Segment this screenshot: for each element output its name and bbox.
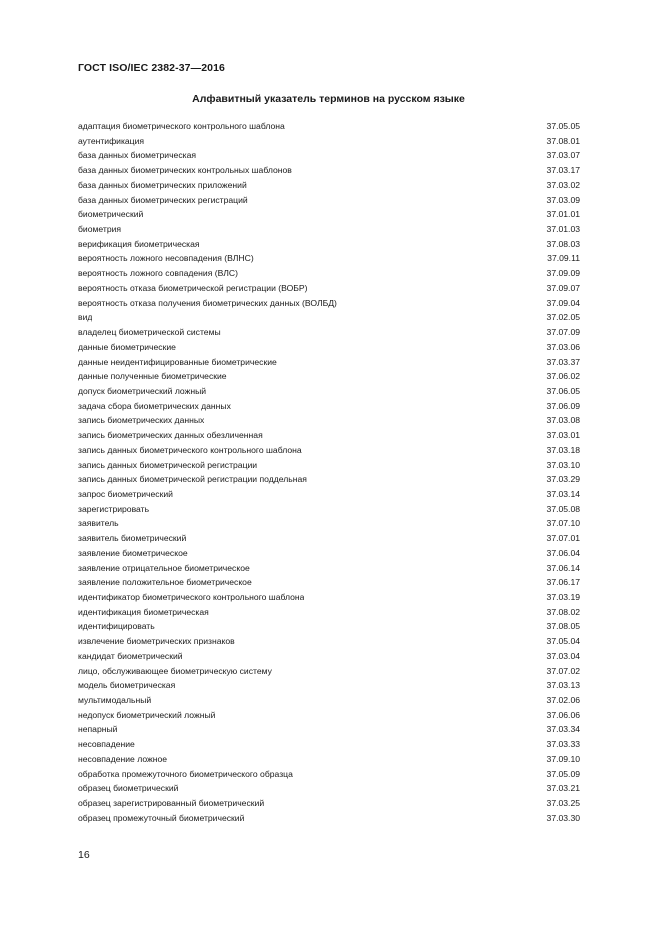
index-entry: [78, 148, 580, 163]
index-entry-reference: 37.03.18: [546, 444, 580, 455]
index-entry-reference: 37.01.03: [546, 224, 580, 235]
index-entry: [78, 811, 580, 826]
index-entry: [78, 458, 580, 473]
index-entry-term: идентифицировать: [78, 621, 155, 632]
index-entry-reference: 37.01.01: [546, 209, 580, 220]
index-entry-term: заявление отрицательное биометрическое: [78, 562, 250, 573]
page-number: 16: [78, 849, 90, 861]
index-entry-reference: 37.09.07: [546, 282, 580, 293]
index-entry-term: заявление положительное биометрическое: [78, 577, 252, 588]
index-entry-reference: 37.06.17: [546, 577, 580, 588]
index-entry-reference: 37.09.09: [546, 268, 580, 279]
index-entry: [78, 281, 580, 296]
index-entry-reference: 37.06.06: [546, 709, 580, 720]
index-entry-reference: 37.03.19: [546, 592, 580, 602]
index-entry: [78, 546, 580, 561]
index-entry: [78, 634, 580, 649]
index-entry-reference: 37.03.29: [546, 474, 580, 485]
index-entry: [78, 531, 580, 546]
index-entry-reference: 37.07.02: [546, 665, 580, 676]
index-entry-reference: 37.06.05: [546, 385, 580, 396]
index-entry: [78, 561, 580, 576]
index-entry: [78, 605, 580, 620]
index-entry-reference: 37.02.05: [546, 312, 580, 323]
index-entry-term: запись биометрических данных: [78, 415, 205, 426]
index-entry-term: идентификатор биометрического контрольного шаблона: [78, 592, 305, 602]
index-entry-term: база данных биометрических приложений: [78, 179, 247, 190]
index-entry-term: база данных биометрическая: [78, 150, 197, 161]
index-entry: [78, 178, 580, 193]
term-index-list: [78, 119, 580, 826]
index-entry-term: модель биометрическая: [78, 680, 176, 691]
index-entry-term: запись данных биометрической регистрации поддельная: [78, 474, 307, 485]
index-entry-reference: 37.06.09: [546, 400, 580, 411]
index-entry: [78, 355, 580, 370]
index-entry-reference: 37.07.09: [546, 327, 580, 338]
index-entry-term: заявитель: [78, 518, 119, 529]
index-entry-reference: 37.03.21: [546, 783, 580, 794]
index-entry-term: адаптация биометрического контрольного шаблона: [78, 121, 285, 131]
index-entry: [78, 119, 580, 134]
index-entry: [78, 487, 580, 502]
index-entry: [78, 737, 580, 752]
index-entry: [78, 251, 580, 266]
index-entry-reference: 37.08.03: [546, 238, 580, 249]
index-entry-term: вид: [78, 312, 93, 323]
index-entry-reference: 37.03.33: [546, 739, 580, 750]
index-entry-reference: 37.07.10: [546, 518, 580, 529]
index-entry-term: база данных биометрических контрольных шаблонов: [78, 165, 292, 176]
index-entry: [78, 325, 580, 340]
index-entry: [78, 590, 580, 605]
index-entry: [78, 134, 580, 149]
document-code-header: ГОСТ ISO/IEC 2382-37—2016: [78, 62, 225, 74]
index-entry: [78, 796, 580, 811]
index-entry-term: зарегистрировать: [78, 503, 150, 514]
index-entry: [78, 296, 580, 311]
index-entry-term: извлечение биометрических признаков: [78, 636, 235, 647]
index-entry: [78, 752, 580, 767]
index-entry-term: владелец биометрической системы: [78, 327, 221, 338]
index-entry: [78, 193, 580, 208]
index-entry: [78, 767, 580, 782]
index-entry: [78, 310, 580, 325]
index-entry-reference: 37.09.04: [546, 297, 580, 308]
index-entry-term: вероятность отказа получения биометрических данных (ВОЛБД): [78, 297, 337, 308]
index-entry-reference: 37.05.08: [546, 503, 580, 514]
index-entry-reference: 37.03.17: [546, 165, 580, 176]
index-entry: [78, 502, 580, 517]
index-entry-term: заявление биометрическое: [78, 547, 188, 558]
index-entry-term: вероятность ложного совпадения (ВЛС): [78, 268, 238, 279]
index-entry-term: мультимодальный: [78, 695, 152, 706]
index-entry-term: кандидат биометрический: [78, 650, 183, 661]
index-entry-term: данные биометрические: [78, 341, 176, 352]
index-entry-term: запись данных биометрической регистрации: [78, 459, 258, 470]
index-entry: [78, 399, 580, 414]
index-entry-reference: 37.03.04: [546, 650, 580, 661]
index-entry-reference: 37.02.06: [546, 695, 580, 706]
index-entry: [78, 207, 580, 222]
index-entry-reference: 37.09.11: [547, 253, 580, 264]
index-entry-reference: 37.03.09: [546, 194, 580, 205]
index-entry-term: лицо, обслуживающее биометрическую систему: [78, 665, 272, 676]
index-entry-term: запрос биометрический: [78, 488, 173, 499]
index-entry: [78, 664, 580, 679]
index-entry-reference: 37.05.05: [546, 121, 580, 131]
index-entry-term: непарный: [78, 724, 118, 735]
index-entry-reference: 37.06.04: [546, 547, 580, 558]
index-entry-reference: 37.03.30: [546, 812, 580, 823]
index-entry-term: недопуск биометрический ложный: [78, 709, 216, 720]
index-entry-reference: 37.03.37: [546, 356, 580, 367]
index-entry-term: образец зарегистрированный биометрический: [78, 798, 265, 809]
index-entry-reference: 37.08.01: [546, 135, 580, 146]
index-entry: [78, 428, 580, 443]
index-entry-reference: 37.05.09: [546, 768, 580, 779]
index-entry-term: база данных биометрических регистраций: [78, 194, 248, 205]
index-entry-term: несовпадение ложное: [78, 753, 168, 764]
index-entry-term: вероятность отказа биометрической регистрации (ВОБР): [78, 282, 308, 293]
index-entry: [78, 516, 580, 531]
index-entry: [78, 708, 580, 723]
index-entry: [78, 678, 580, 693]
index-entry-term: заявитель биометрический: [78, 533, 187, 544]
index-entry: [78, 163, 580, 178]
index-entry: [78, 575, 580, 590]
index-entry: [78, 222, 580, 237]
index-entry-term: несовпадение: [78, 739, 135, 750]
index-entry: [78, 649, 580, 664]
index-entry: [78, 472, 580, 487]
index-entry-term: биометрия: [78, 224, 122, 235]
index-entry-term: образец биометрический: [78, 783, 179, 794]
index-entry-reference: 37.03.25: [546, 798, 580, 809]
index-entry-reference: 37.08.02: [546, 606, 580, 617]
index-entry-term: запись данных биометрического контрольного шаблона: [78, 444, 302, 455]
index-entry-reference: 37.06.14: [546, 562, 580, 573]
index-entry-reference: 37.05.04: [546, 636, 580, 647]
index-entry-term: образец промежуточный биометрический: [78, 812, 245, 823]
index-entry-term: задача сбора биометрических данных: [78, 400, 231, 411]
index-entry: [78, 340, 580, 355]
index-entry: [78, 369, 580, 384]
index-entry-reference: 37.03.34: [546, 724, 580, 735]
index-entry-reference: 37.08.05: [546, 621, 580, 632]
index-entry: [78, 413, 580, 428]
index-entry: [78, 693, 580, 708]
index-entry-reference: 37.03.10: [546, 459, 580, 470]
index-entry-term: данные неидентифицированные биометрические: [78, 356, 277, 367]
index-entry-reference: 37.06.02: [546, 371, 580, 382]
index-entry-term: обработка промежуточного биометрического образца: [78, 768, 293, 779]
index-entry: [78, 443, 580, 458]
index-entry: [78, 266, 580, 281]
index-entry-reference: 37.03.07: [546, 150, 580, 161]
index-entry-term: идентификация биометрическая: [78, 606, 209, 617]
index-entry: [78, 722, 580, 737]
index-entry-term: биометрический: [78, 209, 144, 220]
index-entry-term: данные полученные биометрические: [78, 371, 227, 382]
index-entry-term: допуск биометрический ложный: [78, 385, 207, 396]
index-entry: [78, 619, 580, 634]
index-entry-reference: 37.03.08: [546, 415, 580, 426]
index-entry-term: аутентификация: [78, 135, 145, 146]
index-entry-reference: 37.07.01: [546, 533, 580, 544]
index-entry-reference: 37.03.06: [546, 341, 580, 352]
index-entry-term: запись биометрических данных обезличенная: [78, 430, 263, 441]
index-entry: [78, 384, 580, 399]
index-entry: [78, 237, 580, 252]
index-entry: [78, 781, 580, 796]
index-entry-term: верификация биометрическая: [78, 238, 200, 249]
index-entry-reference: 37.03.13: [546, 680, 580, 691]
index-entry-reference: 37.09.10: [546, 753, 580, 764]
index-entry-reference: 37.03.14: [546, 488, 580, 499]
index-entry-reference: 37.03.02: [546, 179, 580, 190]
index-entry-reference: 37.03.01: [546, 430, 580, 441]
index-entry-term: вероятность ложного несовпадения (ВЛНС): [78, 253, 254, 264]
index-title: Алфавитный указатель терминов на русском языке: [192, 93, 465, 105]
